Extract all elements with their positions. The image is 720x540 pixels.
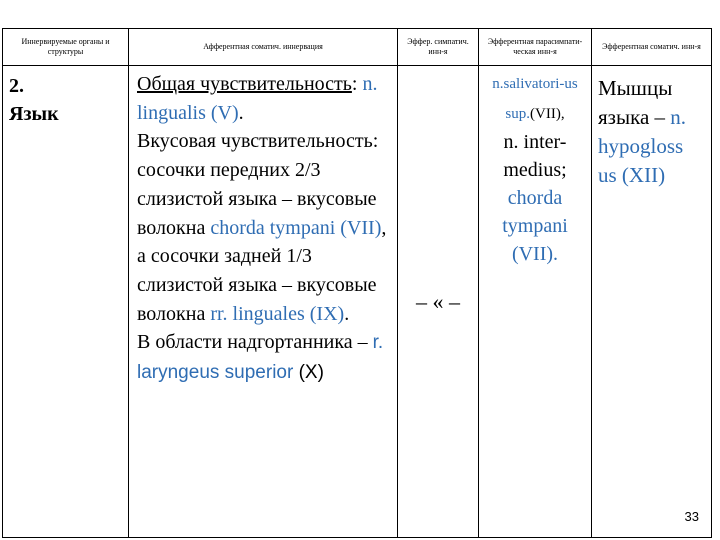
taste-sensitivity-text: Вкусовая чувствительность: сосочки передних 2/3 слизистой языка – вкусовые волокна (137, 130, 379, 239)
general-sensitivity-label: Общая чувствительность (137, 73, 352, 95)
organ-number: 2. (9, 75, 24, 97)
header-parasympathetic: Эфферентная парасимпати-ческая инн-я (479, 29, 592, 66)
lingual-nerve: n. lingualis (V) (137, 73, 378, 124)
header-sympathetic: Эффер. симпатич. инн-я (398, 29, 479, 66)
header-somatic: Эфферентная соматич. инн-я (592, 29, 712, 66)
chorda-tympani-afferent: chorda tympani (VII) (210, 216, 382, 239)
organ-name: Язык (9, 103, 59, 125)
tongue-row (3, 66, 712, 538)
intermedius-nerve: n. inter-medius; (503, 131, 567, 181)
innervation-table (2, 28, 712, 538)
page-number: 33 (684, 509, 699, 524)
header-organs: Иннервируемые органы и структуры (3, 29, 129, 66)
header-row (3, 29, 712, 66)
tongue-muscles-label: Мышцы языка – (598, 76, 673, 129)
parasympathetic-cell: n.salivatori-us sup.(VII), n. inter-medius; chorda tympani (VII). (479, 66, 592, 538)
hypoglossal-nerve: n. hypogloss us (XII) (598, 105, 687, 187)
laryngeus-nerve: r. laryngeus superior (137, 332, 384, 384)
sympathetic-cell (398, 66, 479, 538)
salivatory-nucleus: n.salivatori-us sup. (492, 76, 578, 122)
linguales-nerve: rr. linguales (IX) (210, 302, 345, 325)
header-afferent: Афферентная соматич. иннервация (129, 29, 398, 66)
separator: : (351, 73, 363, 95)
chorda-tympani-parasympathetic: chorda tympani (VII). (502, 187, 568, 265)
somatic-cell (592, 66, 712, 538)
afferent-cell: Общая чувствительность: n. lingualis (V). Вкусовая чувствительность: сосочки передних 2/3 слизистой языка – вкусовые волокна chorda tympani (VII), а сосочки задней 1/3 слизистой языка – вкусовые волокна rr. linguales (IX). В области надгортанника – r. laryngeus superior (X) (129, 66, 398, 538)
ditto-mark: – « – (416, 288, 460, 314)
epiglottis-text: В области надгортанника – (137, 331, 373, 354)
organ-cell (3, 66, 129, 538)
